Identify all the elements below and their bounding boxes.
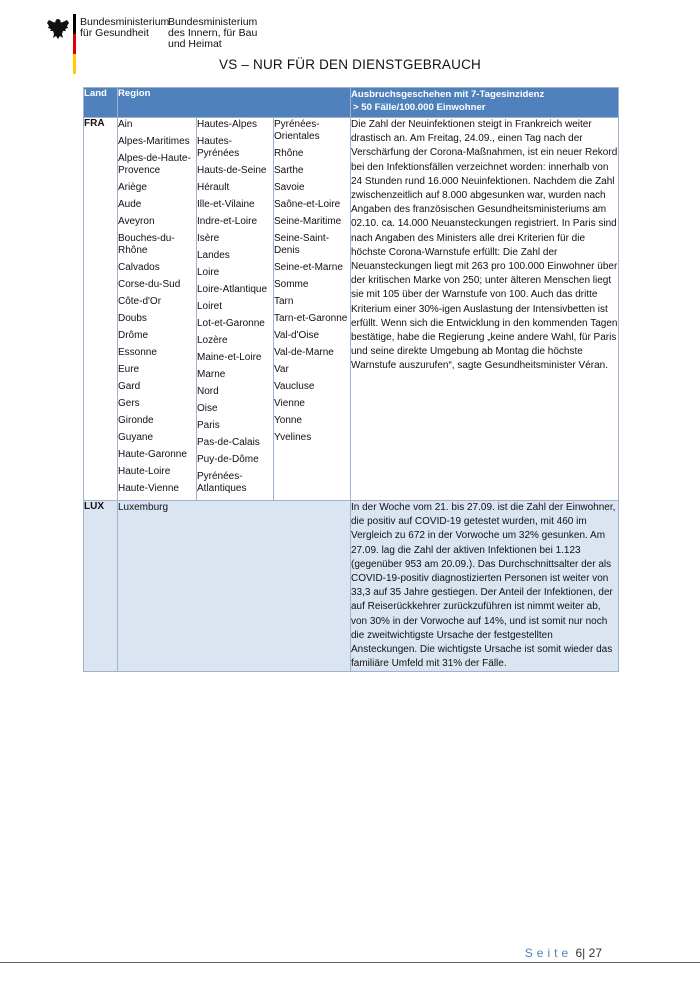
region-name: Guyane (118, 432, 154, 443)
region-name: Tarn (274, 296, 294, 307)
region-name: Var (274, 364, 289, 375)
region-name: Gard (118, 381, 141, 392)
region-name: Pas-de-Calais (197, 437, 260, 448)
region-name: Doubs (118, 313, 147, 324)
ministry-interior-name: Bundesministerium des Innern, für Bau und Heimat (168, 16, 258, 50)
region-name: Drôme (118, 330, 149, 341)
region-name: Gironde (118, 415, 154, 426)
region-name: Côte-d'Or (118, 296, 162, 307)
region-name: Seine-Saint-Denis (274, 233, 330, 256)
region-name: Loire-Atlantique (197, 284, 268, 295)
region-name: Oise (197, 403, 218, 414)
region-name: Bouches-du-Rhône (118, 233, 175, 256)
header-region: Region (118, 88, 351, 118)
country-code: LUX (84, 501, 118, 672)
region-column (274, 118, 351, 501)
table-row (84, 501, 619, 672)
region-name: Haute-Garonne (118, 449, 187, 460)
region-name: Loiret (197, 301, 223, 312)
region-name: Luxemburg (118, 502, 169, 513)
footer-divider (0, 962, 700, 963)
region-name: Haute-Loire (118, 466, 171, 477)
region-name: Loire (197, 267, 220, 278)
region-name: Yvelines (274, 432, 312, 443)
region-name: Indre-et-Loire (197, 216, 258, 227)
region-name: Calvados (118, 262, 160, 273)
page-footer (525, 946, 602, 960)
table-header-row (84, 88, 619, 118)
country-code: FRA (84, 118, 118, 501)
page-separator: | (582, 946, 586, 960)
region-name: Rhône (274, 148, 304, 159)
region-name: Maine-et-Loire (197, 352, 262, 363)
region-column (118, 118, 197, 501)
region-name: Vienne (274, 398, 305, 409)
region-name: Lozère (197, 335, 228, 346)
header-description: Ausbruchsgeschehen mit 7-Tagesinzidenz > 50 Fälle/100.000 Einwohner (351, 88, 619, 118)
region-name: Seine-Maritime (274, 216, 342, 227)
region-cell (118, 501, 351, 672)
region-name: Val-d'Oise (274, 330, 320, 341)
region-name: Gers (118, 398, 140, 409)
region-name: Nord (197, 386, 219, 397)
region-name: Pyrénées-Orientales (274, 119, 320, 142)
region-name: Paris (197, 420, 220, 431)
region-name: Savoie (274, 182, 305, 193)
header-land: Land (84, 88, 118, 118)
region-name: Vaucluse (274, 381, 315, 392)
region-name: Hautes-Pyrénées (197, 136, 240, 159)
page-number: 6 (575, 946, 583, 960)
region-name: Yonne (274, 415, 302, 426)
region-name: Essonne (118, 347, 157, 358)
region-name: Lot-et-Garonne (197, 318, 265, 329)
region-name: Landes (197, 250, 230, 261)
region-name: Ille-et-Vilaine (197, 199, 255, 210)
region-name: Corse-du-Sud (118, 279, 181, 290)
region-name: Alpes-de-Haute-Provence (118, 153, 191, 176)
region-name: Saône-et-Loire (274, 199, 341, 210)
region-name: Somme (274, 279, 309, 290)
region-name: Eure (118, 364, 140, 375)
region-name: Hauts-de-Seine (197, 165, 267, 176)
region-name: Alpes-Maritimes (118, 136, 190, 147)
region-name: Puy-de-Dôme (197, 454, 259, 465)
page-label: Seite (524, 946, 573, 960)
region-name: Sarthe (274, 165, 304, 176)
ministry-health-name: Bundesministerium für Gesundheit (80, 16, 170, 39)
region-name: Marne (197, 369, 226, 380)
region-name: Val-de-Marne (274, 347, 334, 358)
region-name: Hautes-Alpes (197, 119, 258, 130)
region-column (197, 118, 274, 501)
region-name: Ariège (118, 182, 147, 193)
region-name: Aude (118, 199, 142, 210)
region-name: Aveyron (118, 216, 155, 227)
classification-title: VS – NUR FÜR DEN DIENSTGEBRAUCH (219, 57, 481, 72)
region-name: Seine-et-Marne (274, 262, 343, 273)
description-cell: Die Zahl der Neuinfektionen steigt in Frankreich weiter drastisch an. Am Freitag, 24.09., einen Tag nach der Verschärfung der Corona-Maßnahmen, ist ein neuer Rekord bei den Infektionsfällen verzeichnet worden: innerhalb von 24 Stunden rund 16.000 Neuinfektionen. Nachdem die Zahl zwischenzeitlich auf 8.000 abgesunken war, wurden nach Angaben des französischen Gesundheitsministeriums am 02.10. ca. 14.000 Neuansteckungen registriert. In Paris sind nach Angaben des Ministers alle drei Kriterien für die höchste Corona-Warnstufe erfüllt: Die Zahl der Neuansteckungen liegt mit 263 pro 100.000 Einwohner über der kritischen Marke von 250; unter älteren Menschen liegt sie mit 105 über der Warnstufe von 100. Auch das dritte Kriterium einer 30%-igen Auslastung der Intensivbetten ist erfüllt. Wenn sich die Entwicklung in den kommenden Tagen bestätige, habe die Regierung „keine andere Wahl, für Paris und seine direkte Umgebung ab Montag die höchste Warnstufe auszurufen“, sagte Gesundheitsminister Véran. (351, 118, 619, 501)
region-name: Pyrénées-Atlantiques (197, 471, 247, 494)
region-name: Isère (197, 233, 220, 244)
region-name: Hérault (197, 182, 230, 193)
table-row (84, 118, 619, 501)
page-total: 27 (588, 946, 602, 960)
region-name: Haute-Vienne (118, 483, 179, 494)
federal-eagle-icon (46, 18, 70, 40)
description-cell: In der Woche vom 21. bis 27.09. ist die Zahl der Einwohner, die positiv auf COVID-19 getestet wurden, mit 460 im Vergleich zu 672 in der Vorwoche um 32% gesunken. Am 27.09. lag die Zahl der aktiven Infektionen bei 1.123 (gegenüber 953 am 20.09.). Das Durchschnittsalter der als COVID-19-positiv diagnostizierten Personen ist weiter von 33,3 auf 35 Jahre gestiegen. Der Anteil der Infektionen, der auf Reiserückkehrer zurückzuführen ist nimmt weiter ab, von 30% in der Vorwoche auf 14%, und ist somit nur noch die zweitwichtigste Ursache der festgestellten Ansteckungen. Die wichtigste Ursache ist somit wieder das familiäre Umfeld mit 31% der Fälle. (351, 501, 619, 672)
region-name: Tarn-et-Garonne (274, 313, 348, 324)
region-name: Ain (118, 119, 133, 130)
outbreak-table (83, 87, 619, 672)
